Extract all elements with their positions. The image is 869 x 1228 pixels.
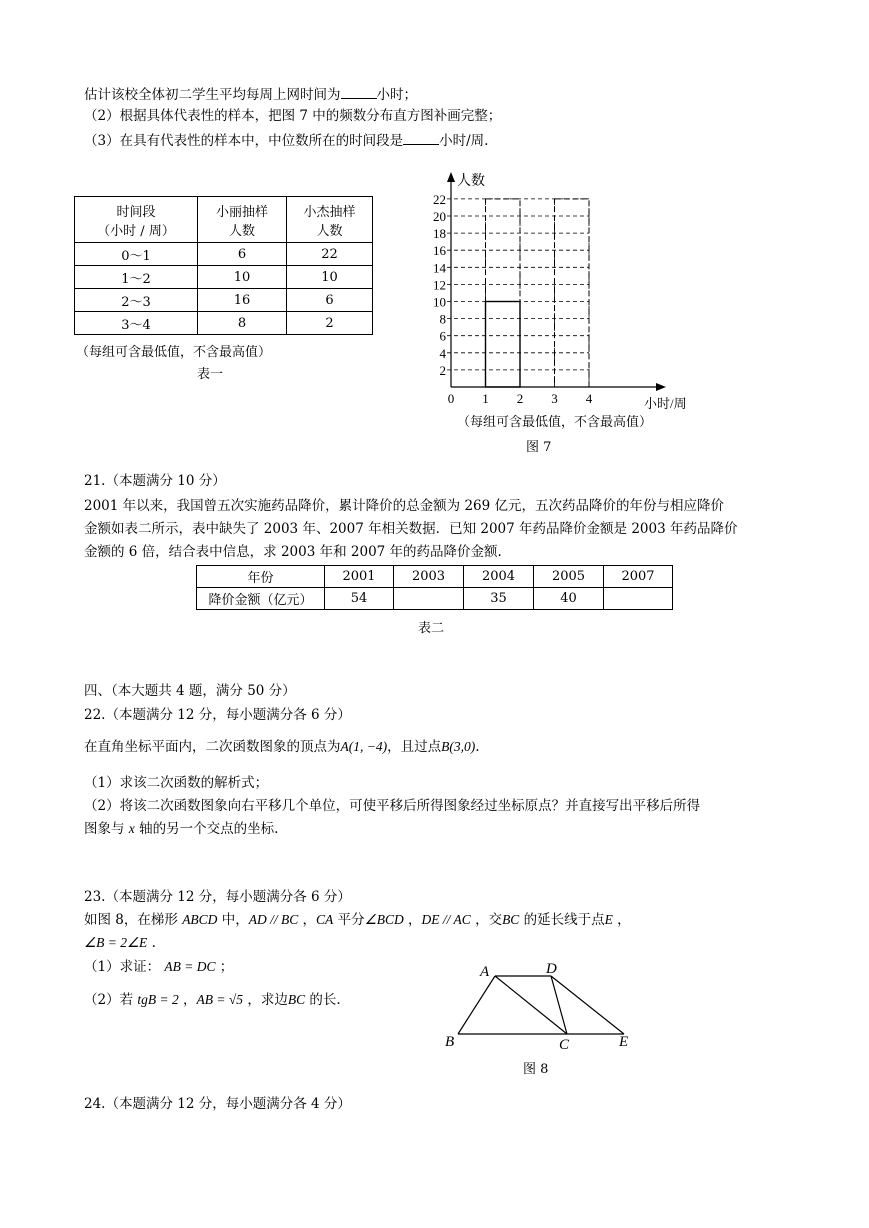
label-d: D	[546, 961, 557, 977]
table-1-header-row	[75, 197, 373, 243]
table-cell: 40	[534, 588, 604, 610]
table-cell: 年份	[197, 566, 325, 588]
table-cell-blank[interactable]	[604, 588, 673, 610]
table-cell: 8	[198, 312, 287, 335]
math-expr: AD // BC	[248, 912, 299, 927]
math-expr: AB = DC	[164, 959, 216, 974]
table-row	[197, 588, 673, 610]
q22-subquestion-2: （2）将该二次函数图象向右平移几个单位，可使平移后所得图象经过坐标原点？并直接写出平移后所得	[84, 798, 701, 814]
y-tick-label: 18	[433, 226, 446, 242]
q23-text: 平分	[337, 912, 365, 928]
table-cell: 2007	[604, 566, 673, 588]
y-tick-label: 22	[433, 191, 446, 207]
q20-line1-text: 估计该校全体初二学生平均每周上网时间为	[84, 87, 341, 103]
table-row	[75, 312, 373, 335]
q23-text: 的长.	[309, 992, 341, 1008]
y-tick-label: 20	[433, 209, 446, 224]
y-tick-label: 16	[433, 243, 446, 259]
q21-paragraph-line: 金额的 6 倍，结合表中信息，求 2003 年和 2007 年的药品降价金额.	[84, 544, 502, 560]
q21-heading: 21.（本题满分 10 分）	[84, 473, 226, 489]
q23-statement-1	[84, 911, 631, 929]
table-cell: 6	[287, 289, 373, 312]
table-cell: 0～1	[75, 243, 198, 266]
math-expr: ∠BCD	[364, 912, 404, 927]
table-cell: 2001	[325, 566, 394, 588]
segment-ab	[458, 976, 495, 1034]
figure-7-caption: 图 7	[526, 440, 552, 455]
label-a: A	[480, 964, 490, 980]
x-tick-label: 3	[551, 391, 558, 406]
q20-line3-tail: 小时/周.	[439, 133, 489, 149]
table-cell: 22	[287, 243, 373, 266]
var-x: x	[128, 821, 135, 836]
header-line: （小时 / 周）	[97, 223, 175, 239]
q23-text: 的延长线于点	[523, 912, 605, 928]
answer-blank-2[interactable]	[403, 130, 439, 145]
q20-line2: （2）根据具体代表性的样本，把图 7 中的频数分布直方图补画完整；	[84, 108, 502, 124]
table-1-header-xiaojie	[287, 197, 373, 243]
q20-line1	[84, 84, 417, 104]
q22-statement	[84, 738, 480, 756]
q23-text: ，	[617, 912, 631, 928]
histogram-bar-dashed	[486, 199, 521, 387]
table-1-caption: 表一	[197, 367, 224, 382]
y-tick-label: 6	[439, 328, 446, 344]
q23-text: .	[151, 935, 156, 951]
q23-text: ，交	[475, 912, 503, 928]
table-1	[74, 196, 373, 335]
y-tick-label: 2	[439, 362, 446, 378]
q23-subquestion-2	[84, 991, 341, 1009]
answer-blank-1[interactable]	[341, 84, 377, 99]
q20-line3	[84, 130, 488, 150]
y-tick-label: 12	[433, 277, 446, 293]
x-tick-label: 0	[447, 391, 455, 406]
table-cell: 6	[198, 243, 287, 266]
q22-subquestion-1: （1）求该二次函数的解析式；	[84, 775, 269, 791]
q22-text: ，且过点	[387, 739, 442, 755]
math-expr: tgB = 2	[137, 992, 179, 1007]
section-4-heading: 四、（本大题共 4 题，满分 50 分）	[84, 683, 296, 699]
point-a: A(1, −4)	[340, 739, 388, 754]
table-cell: 54	[325, 588, 394, 610]
y-tick-label: 4	[439, 345, 446, 361]
figure-8-trapezoid	[440, 958, 640, 1054]
x-axis-arrow	[656, 383, 666, 391]
point-b: B(3,0)	[441, 739, 476, 754]
q22-subquestion-2-cont	[84, 820, 278, 838]
table-cell: 降价金额（亿元）	[197, 588, 325, 610]
q22-heading: 22.（本题满分 12 分，每小题满分各 6 分）	[84, 707, 351, 723]
table-cell: 3～4	[75, 312, 198, 335]
table-row	[75, 266, 373, 289]
table-2-caption: 表二	[418, 621, 445, 636]
math-expr: AB = √5	[196, 992, 244, 1007]
segment-dc	[551, 976, 567, 1034]
figure-7-note: （每组可含最低值，不含最高值）	[457, 415, 653, 430]
math-expr: ∠B = 2∠E	[84, 935, 148, 950]
q23-text: （1）求证：	[84, 959, 161, 975]
math-expr: CA	[316, 912, 334, 927]
histogram-bar	[486, 302, 521, 388]
math-expr: ABCD	[182, 912, 218, 927]
header-line: 人数	[316, 223, 343, 239]
y-tick-label: 10	[433, 294, 446, 310]
y-tick-label: 8	[439, 311, 446, 327]
x-tick-label: 2	[516, 391, 524, 406]
q23-text: ，	[408, 912, 422, 928]
segment-ac	[495, 976, 567, 1034]
math-expr: BC	[502, 912, 520, 927]
q23-statement-2	[84, 934, 156, 952]
q23-text: ，	[302, 912, 317, 928]
table-row	[75, 289, 373, 312]
q21-paragraph-line: 金额如表二所示，表中缺失了 2003 年、2007 年相关数据．已知 2007 年药品降价金额是 2003 年药品降价	[84, 521, 738, 537]
y-tick-label: 14	[433, 260, 446, 276]
q22-text: .	[475, 739, 480, 755]
math-expr: BC	[287, 992, 306, 1007]
q22-text: 图象与	[84, 821, 125, 837]
table-row	[75, 243, 373, 266]
math-expr: E	[604, 912, 613, 927]
header-line: 时间段	[116, 204, 156, 220]
y-axis-label: 人数	[457, 174, 485, 189]
table-cell: 2	[287, 312, 373, 335]
table-cell: 2004	[464, 566, 534, 588]
segment-de	[551, 976, 624, 1034]
q20-line1-tail: 小时；	[376, 87, 417, 103]
figure-7-histogram	[420, 168, 710, 410]
math-expr: DE // AC	[421, 912, 471, 927]
label-e: E	[619, 1034, 629, 1050]
histogram-bar-dashed	[555, 199, 590, 387]
x-axis-label: 小时/周	[644, 396, 687, 410]
q23-text: （2）若	[84, 992, 134, 1008]
table-row	[197, 566, 673, 588]
table-cell: 10	[198, 266, 287, 289]
q23-text: 中，	[221, 912, 249, 928]
x-tick-label: 4	[585, 391, 593, 406]
table-cell: 2003	[394, 566, 464, 588]
q24-heading: 24.（本题满分 12 分，每小题满分各 4 分）	[84, 1096, 351, 1112]
q23-heading: 23.（本题满分 12 分，每小题满分各 6 分）	[84, 889, 351, 905]
q23-text: 如图 8，在梯形	[84, 912, 178, 928]
figure-8-caption: 图 8	[523, 1062, 549, 1077]
y-axis-arrow	[447, 172, 455, 182]
q21-paragraph-line: 2001 年以来，我国曾五次实施药品降价，累计降价的总金额为 269 亿元，五次药品降价的年份与相应降价	[84, 498, 724, 514]
q23-text: ；	[219, 959, 234, 975]
label-b: B	[445, 1034, 455, 1050]
q23-text: ，	[183, 992, 197, 1008]
label-c: C	[559, 1037, 570, 1053]
q22-text: 轴的另一个交点的坐标.	[139, 821, 279, 837]
table-1-header-period	[75, 197, 198, 243]
header-line: 小丽抽样	[215, 204, 268, 220]
table-cell: 16	[198, 289, 287, 312]
table-2	[196, 565, 673, 610]
table-cell-blank[interactable]	[394, 588, 464, 610]
q22-text: 在直角坐标平面内，二次函数图象的顶点为	[84, 739, 341, 755]
header-line: 小杰抽样	[303, 204, 356, 220]
table-1-note: （每组可含最低值，不含最高值）	[76, 345, 272, 360]
table-cell: 10	[287, 266, 373, 289]
header-line: 人数	[228, 223, 255, 239]
q23-subquestion-1	[84, 958, 233, 976]
q20-line3-text: （3）在具有代表性的样本中，中位数所在的时间段是	[84, 133, 404, 149]
table-cell: 2～3	[75, 289, 198, 312]
table-1-header-xiaoli	[198, 197, 287, 243]
q23-text: ，求边	[247, 992, 288, 1008]
table-cell: 2005	[534, 566, 604, 588]
table-cell: 1～2	[75, 266, 198, 289]
table-cell: 35	[464, 588, 534, 610]
x-tick-label: 1	[482, 391, 489, 406]
